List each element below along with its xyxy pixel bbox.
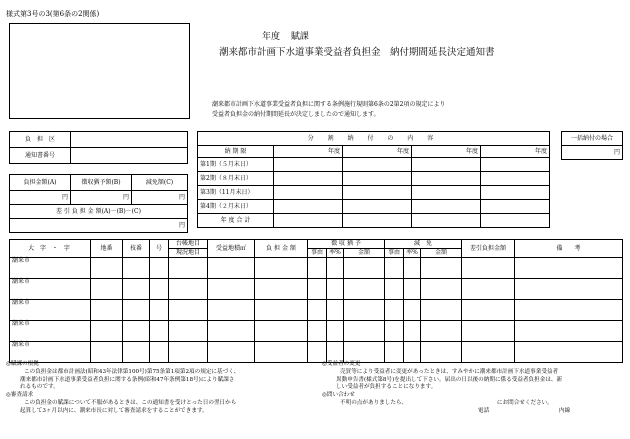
table-row xyxy=(10,258,623,279)
h-defer: 徴 収 猶 予 xyxy=(308,240,385,249)
address-box xyxy=(9,23,190,119)
installments-title: 分 割 納 付 の 内 容 xyxy=(198,132,550,146)
contact-phone-line xyxy=(322,408,627,416)
h-burden: 負 担 金 額 xyxy=(255,240,308,258)
table-row xyxy=(10,300,623,321)
h-defer-reason: 事由 xyxy=(308,249,327,258)
district-label: 負 担 区 xyxy=(10,132,71,148)
net-label: 差 引 負 担 金 額(A)－(B)－(C) xyxy=(10,205,188,219)
notice-no-value xyxy=(71,148,188,164)
year-col-1: 年度 xyxy=(274,146,343,158)
year-label: 年度 xyxy=(262,32,281,42)
change-line-2: 異動申告書(様式第8号)を提出して下さい。届出の日以後の納期に係る受益者負担金は、新 xyxy=(336,376,563,383)
notice-line-2: 受益者負担金の納付期間延長が決定しましたので通知します。 xyxy=(212,111,380,118)
amounts-table xyxy=(9,174,188,233)
lump-label: 一括納付の場合 xyxy=(562,132,623,146)
change-title: ◎受益者の変更 xyxy=(322,361,361,367)
collect-yen: 円 xyxy=(71,191,132,205)
form-number: 様式第3号の3(第6条の2関係) xyxy=(6,10,100,18)
contact-text-1: 不明の点がありましたら、 xyxy=(340,399,408,406)
installments-table xyxy=(197,131,550,228)
h-exempt-amount: 金額 xyxy=(421,249,462,258)
row-aza: 潮来市 xyxy=(10,258,91,279)
change-line-1: 売買等により受益者に変更があったときは、すみやかに潮来都市計画下水道事業受益者 xyxy=(340,368,559,375)
table-row xyxy=(10,342,623,363)
h-net: 差引負担金額 xyxy=(462,240,515,258)
notice-line-1: 潮来都市計画下水道事業受益者負担に関する条例施行規則第6条の2第2項の規定により xyxy=(212,101,446,108)
row-aza: 潮来市 xyxy=(10,321,91,342)
district-value xyxy=(71,132,188,148)
h-exempt-rate: 率% xyxy=(404,249,421,258)
h-remarks: 備 考 xyxy=(515,240,623,258)
contact-text-2: にお問合せください。 xyxy=(496,399,553,406)
land-table xyxy=(9,239,623,363)
table-row xyxy=(10,321,623,342)
year-total-label: 年 度 合 計 xyxy=(198,214,274,228)
phone-label: 電話 xyxy=(478,407,490,414)
row-aza: 潮来市 xyxy=(10,300,91,321)
year-col-4: 年度 xyxy=(481,146,550,158)
year-col-2: 年度 xyxy=(343,146,412,158)
page-title: 潮来都市計画下水道事業受益者負担金 納付期間延長決定通知書 xyxy=(219,47,495,58)
h-defer-amount: 金額 xyxy=(344,249,385,258)
burden-label: 負担金額(A) xyxy=(10,175,71,191)
installment-row-4: 第4期（２月末日） xyxy=(198,200,274,214)
review-title: ◎審査請求 xyxy=(6,392,34,399)
h-ledger: 台帳地目 xyxy=(169,240,208,249)
basis-line-3: れるものです。 xyxy=(20,384,59,391)
h-go: 号 xyxy=(150,240,169,258)
burden-yen: 円 xyxy=(10,191,71,205)
footnotes-right xyxy=(322,361,627,416)
basis-line-1: この負担金は都市計画法(昭和43年法律第100号)第75条第1項第2項の規定に基づく、 xyxy=(24,368,240,375)
lump-yen: 円 xyxy=(562,146,623,160)
basis-line-2: 潮来都市計画下水道事業受益者負担に関する条例(昭和47年条例第18号)により賦課さ xyxy=(20,376,235,383)
footnotes-left xyxy=(6,361,306,416)
reduce-label: 減免額(C) xyxy=(132,175,188,191)
notice-no-label: 通知書番号 xyxy=(10,148,71,164)
review-line-1: この負担金の賦課について不服があるときは、この通知書を受けとった日の翌日から xyxy=(24,399,237,406)
basis-title: ◎賦課の根拠 xyxy=(6,361,39,367)
contact-title: ◎問い合わせ xyxy=(322,392,355,399)
notice-text xyxy=(212,100,445,120)
change-line-3: しい受益者が負担することになります。 xyxy=(336,384,437,391)
collect-label: 徴収猶予額(B) xyxy=(71,175,132,191)
district-table xyxy=(9,131,188,164)
reduce-yen: 円 xyxy=(132,191,188,205)
installment-row-3: 第3期（11月末日） xyxy=(198,186,274,200)
lump-table xyxy=(561,131,623,160)
net-yen: 円 xyxy=(10,219,188,233)
h-chiban: 地番 xyxy=(91,240,123,258)
ext-label: 内線 xyxy=(558,407,571,414)
h-aza: 大 字 ・ 字 xyxy=(10,240,91,258)
tax-label: 賦課 xyxy=(290,32,309,42)
row-aza: 潮来市 xyxy=(10,342,91,363)
h-defer-rate: 率% xyxy=(327,249,344,258)
h-area: 受益地積㎡ xyxy=(208,240,255,258)
due-label: 納 期 限 xyxy=(198,146,274,158)
installment-row-2: 第2期（８月末日） xyxy=(198,172,274,186)
installment-row-1: 第1期（５月末日） xyxy=(198,158,274,172)
table-row xyxy=(10,279,623,300)
h-edaban: 枝番 xyxy=(123,240,150,258)
header-year-row xyxy=(262,29,309,42)
review-line-2: 起算して3ヶ月以内に、潮来市長に対して審査請求をすることができます。 xyxy=(20,407,208,414)
h-exempt: 減 免 xyxy=(385,240,462,249)
contact-line xyxy=(322,400,627,408)
h-actual: 現況地目 xyxy=(169,249,208,258)
h-exempt-reason: 事由 xyxy=(385,249,404,258)
year-col-3: 年度 xyxy=(412,146,481,158)
row-aza: 潮来市 xyxy=(10,279,91,300)
